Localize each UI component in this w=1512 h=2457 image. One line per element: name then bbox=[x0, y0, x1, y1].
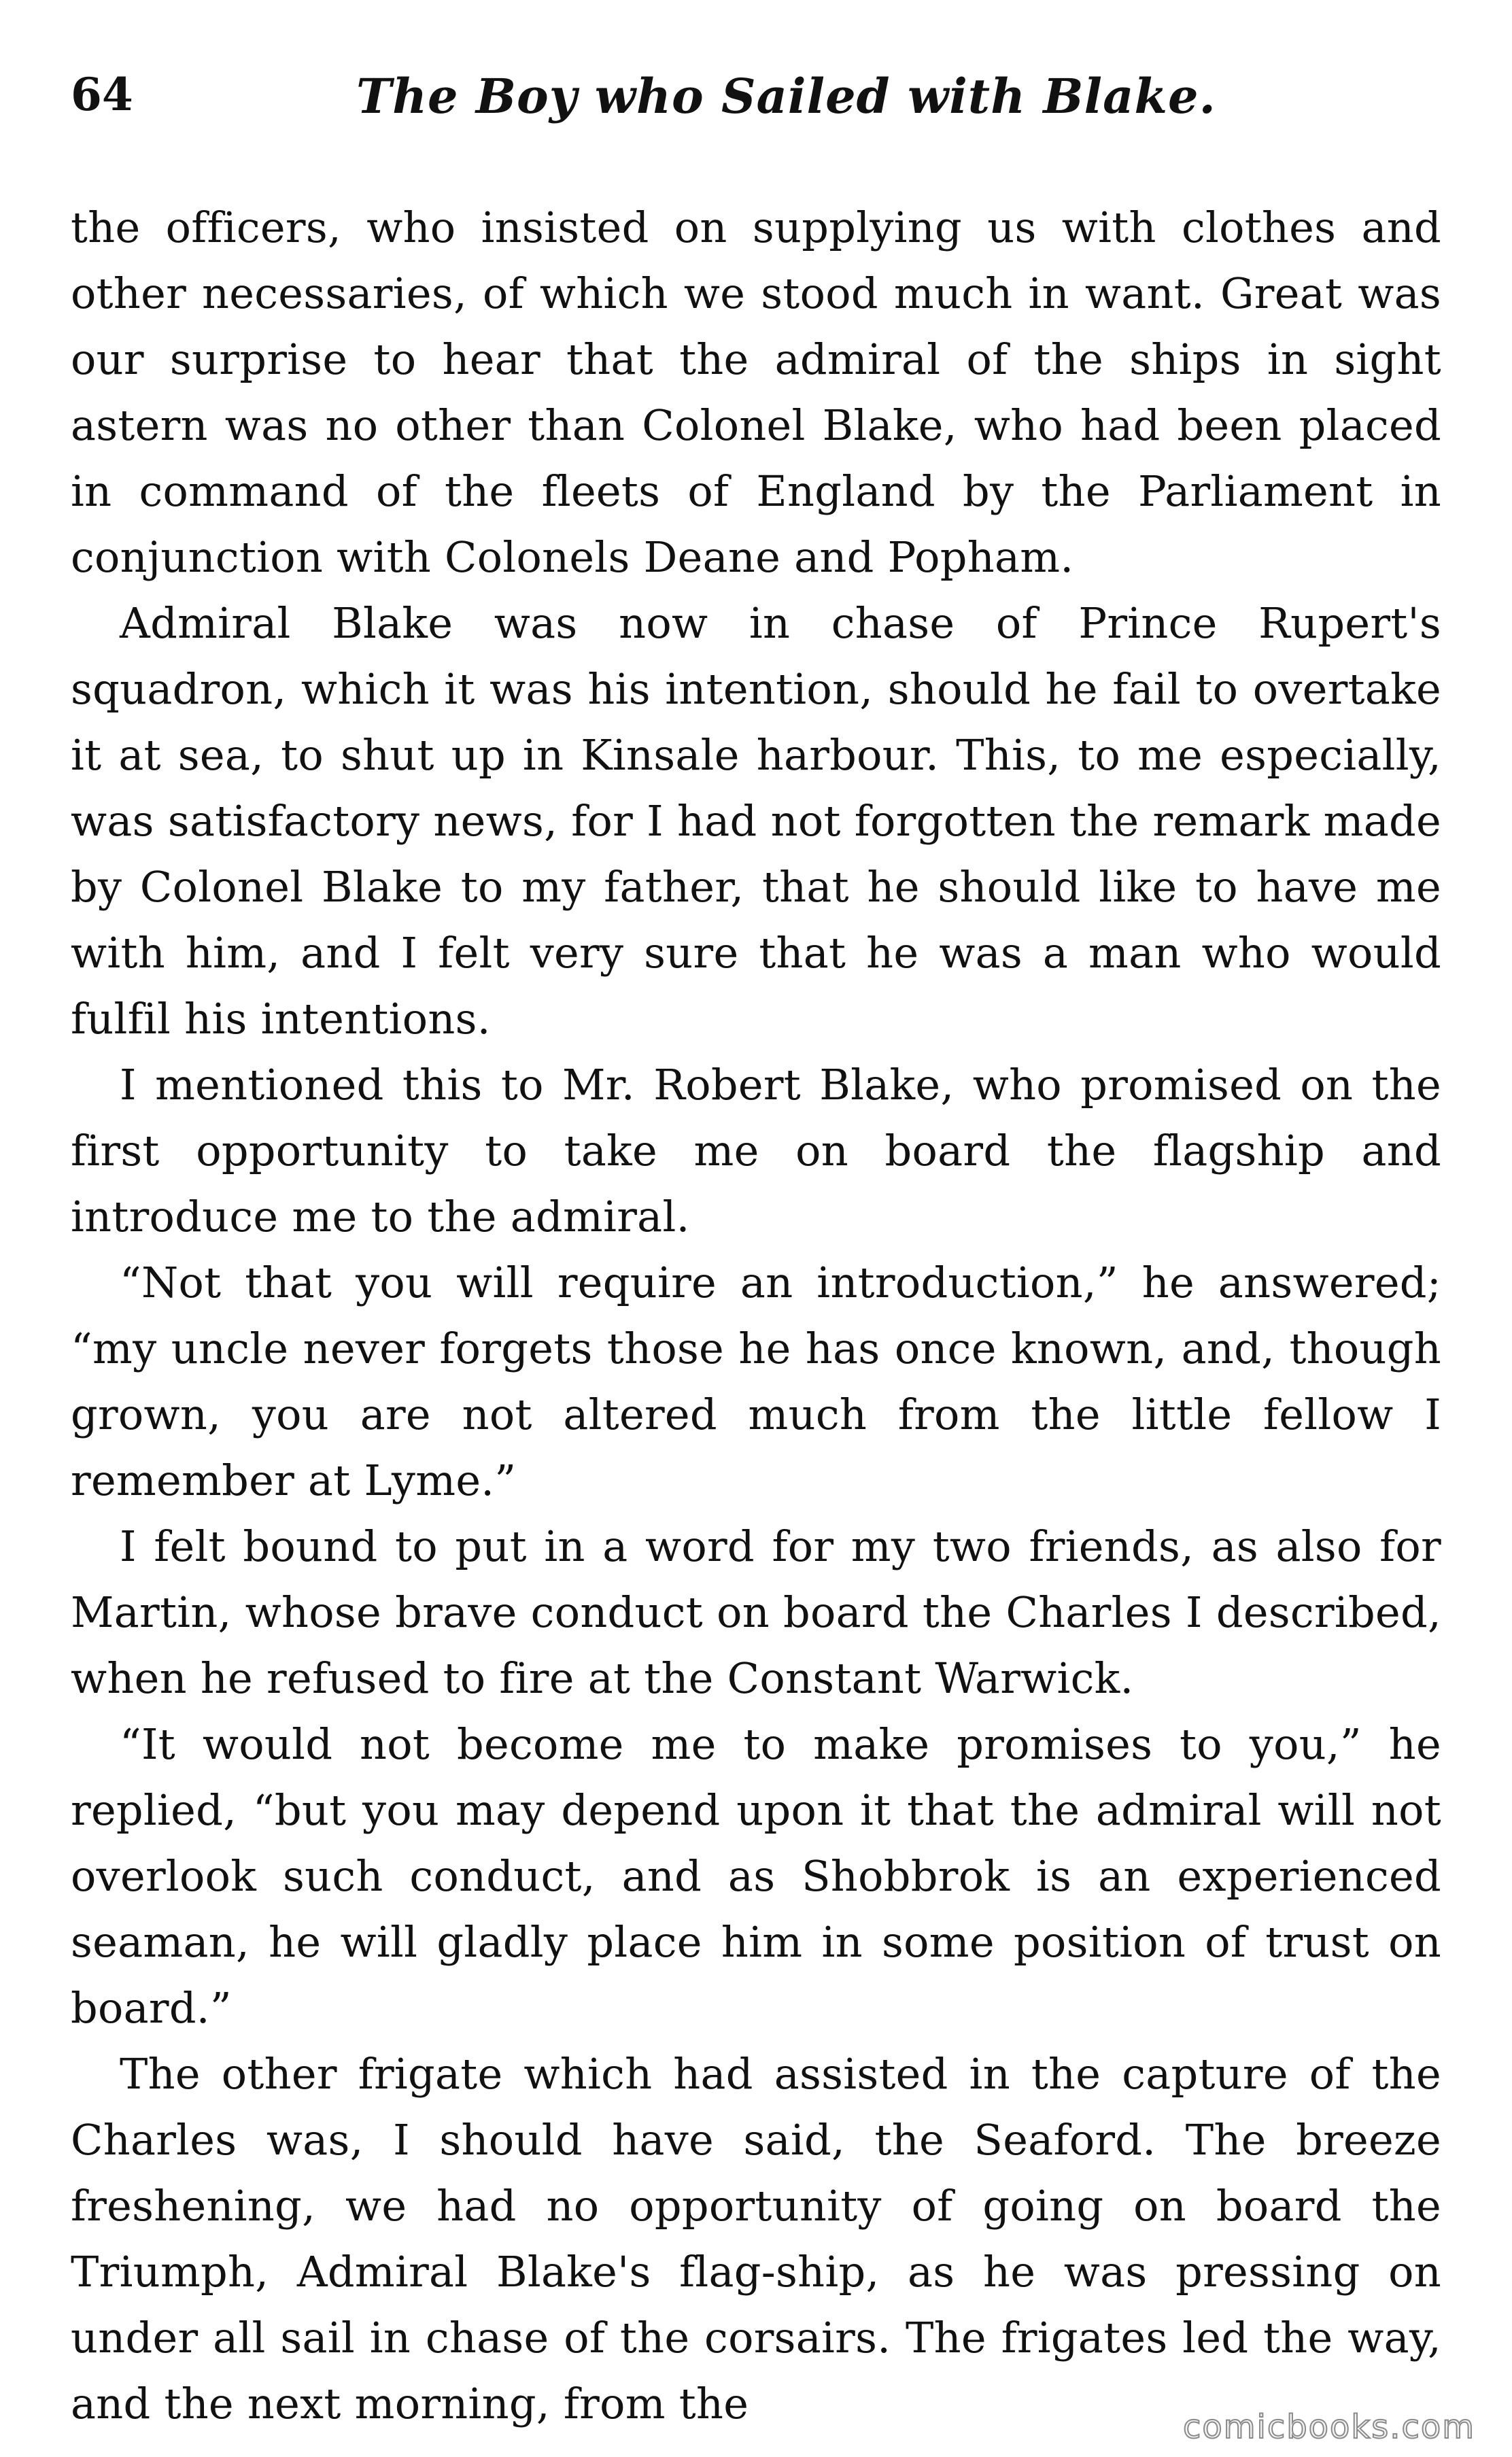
paragraph-7: The other frigate which had assisted in the capture of the Charles was, I should have said, the Seaford. The breeze freshening, we had no opportunity of going on board the Triumph, Admiral Blake's flag-ship, as he was pressing on under all sail in chase of the corsairs. The frigates led the way, and the next morning, from the bbox=[71, 2049, 1441, 2428]
running-title: The Boy who Sailed with Blake. bbox=[356, 68, 1216, 124]
body-text bbox=[71, 194, 1441, 2437]
book-page bbox=[71, 54, 1441, 2437]
paragraph-2: Admiral Blake was now in chase of Prince Rupert's squadron, which it was his intention, should he fail to overtake it at sea, to shut up in Kinsale harbour. This, to me especially, was satisfactory news, for I had not forgotten the remark made by Colonel Blake to my father, that he should like to have me with him, and I felt very sure that he was a man who would fulfil his intentions. bbox=[71, 598, 1441, 1044]
paragraph-5: I felt bound to put in a word for my two friends, as also for Martin, whose brave conduct on board the Charles I described, when he refused to fire at the Constant Warwick. bbox=[71, 1522, 1441, 1703]
paragraph-4: “Not that you will require an introduction,” he answered; “my uncle never forgets those he has once known, and, though grown, you are not altered much from the little fellow I remember at Lyme.” bbox=[71, 1258, 1441, 1505]
watermark: comicbooks.com bbox=[1182, 2408, 1475, 2446]
paragraph-6: “It would not become me to make promises to you,” he replied, “but you may depend upon it that the admiral will not overlook such conduct, and as Shobbrok is an experienced seaman, he will gladly place him in some position of trust on board.” bbox=[71, 1719, 1441, 2033]
paragraph-1: the officers, who insisted on supplying us with clothes and other necessaries, of which we stood much in want. Great was our surprise to hear that the admiral of the ships in sight astern was no other than Colonel Blake, who had been placed in command of the fleets of England by the Parliament in conjunction with Colonels Deane and Popham. bbox=[71, 203, 1441, 582]
paragraph-3: I mentioned this to Mr. Robert Blake, who promised on the first opportunity to take me on board the flagship and introduce me to the admiral. bbox=[71, 1060, 1441, 1241]
page-header bbox=[71, 54, 1441, 136]
page-number: 64 bbox=[71, 68, 133, 121]
